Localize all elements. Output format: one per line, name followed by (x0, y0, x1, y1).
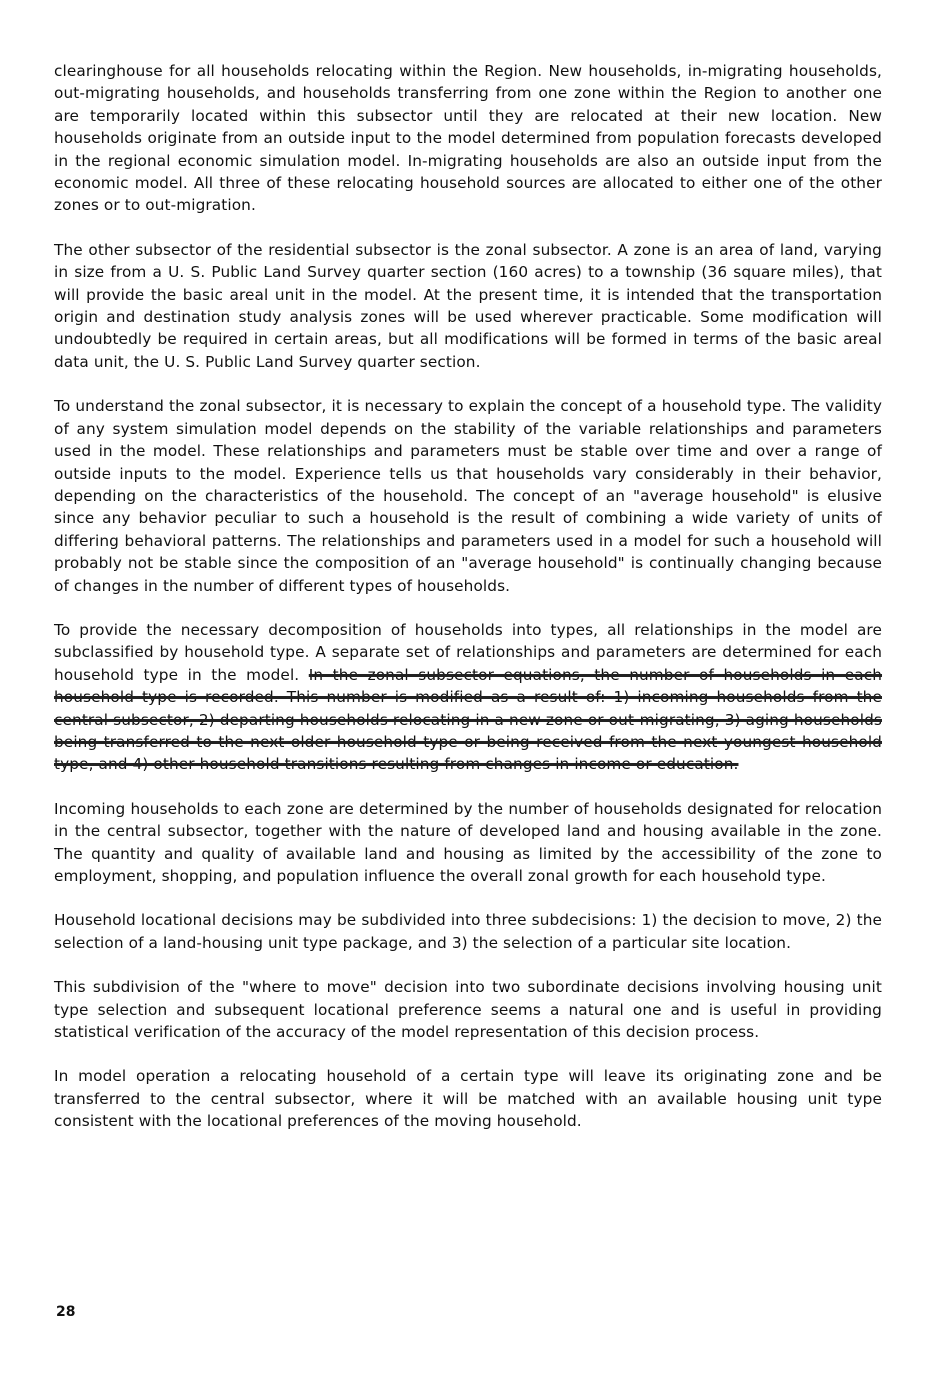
paragraph-locational-decisions: Household locational decisions may be subdivided into three subdecisions: 1) the decision to move, 2) the selection of a land-housing unit type package, and 3) the selection of a particular site location. (54, 911, 882, 952)
page-number: 28 (56, 1304, 76, 1320)
decomposition-text: To provide the necessary decomposition of households into types, all relationships in the model are subclassified by household type. A separate set of relationships and parameters are determined for each household type in the model. (54, 620, 882, 684)
paragraph-incoming-households: Incoming households to each zone are determined by the number of households designated for relocation in the central subsector, together with the nature of developed land and housing available in the zone. The quantity and quality of available land and housing as limited by the accessibility of the zone to employment, shopping, and population influence the overall zonal growth for each household type. (54, 799, 882, 885)
paragraph-clearinghouse: clearinghouse for all households relocating within the Region. New households, in-migrating households, out-migrating households, and households transferring from one zone within the Region to another one are temporarily located within this subsector until they are relocated at their new location. New households originate from an outside input to the model determined from population forecasts developed in the regional economic simulation model. In-migrating households are also an outside input from the economic model. All three of these relocating household sources are allocated to either one of the other zones or to out-migration. (54, 62, 882, 215)
paragraph-subdivision: This subdivision of the "where to move" decision into two subordinate decisions involving housing unit type selection and subsequent locational preference seems a natural one and is useful in providing statistical verification of the accuracy of the model representation of this decision process. (54, 978, 882, 1042)
paragraph-model-operation: In model operation a relocating household of a certain type will leave its originating zone and be transferred to the central subsector, where it will be matched with an available housing unit type consistent with the locational preferences of the moving household. (54, 1067, 882, 1131)
paragraph-zonal-subsector: The other subsector of the residential subsector is the zonal subsector. A zone is an area of land, varying in size from a U. S. Public Land Survey quarter section (160 acres) to a township (36 square miles), that will provide the basic areal unit in the model. At the present time, it is intended that the transportation origin and destination study analysis zones will be used wherever practicable. Some modification will undoubtedly be required in certain areas, but all modifications will be formed in terms of the basic areal data unit, the U. S. Public Land Survey quarter section. (54, 240, 882, 371)
struck-out-text: In the zonal subsector equations, the number of households in each household type is recorded. This number is modified as a result of: 1) incoming households from the central subsector, 2) departing households relocating in a new zone or out-migrating, 3) aging households being transferred to the next older household type or being received from the next youngest household type, and 4) other household transitions resulting from changes in income or education. (54, 665, 883, 774)
page-body (54, 60, 882, 1155)
paragraph-household-type: To understand the zonal subsector, it is necessary to explain the concept of a household type. The validity of any system simulation model depends on the stability of the variable relationships and parameters used in the model. These relationships and parameters must be stable over time and over a range of outside inputs to the model. Experience tells us that households vary considerably in their behavior, depending on the characteristics of the household. The concept of an "average household" is elusive since any behavior peculiar to such a household is the result of combining a wide variety of units of differing behavioral patterns. The relationships and parameters used in a model for such a household will probably not be stable since the composition of an "average household" is continually changing because of changes in the number of different types of households. (54, 397, 882, 595)
paragraph-decomposition (54, 619, 882, 776)
